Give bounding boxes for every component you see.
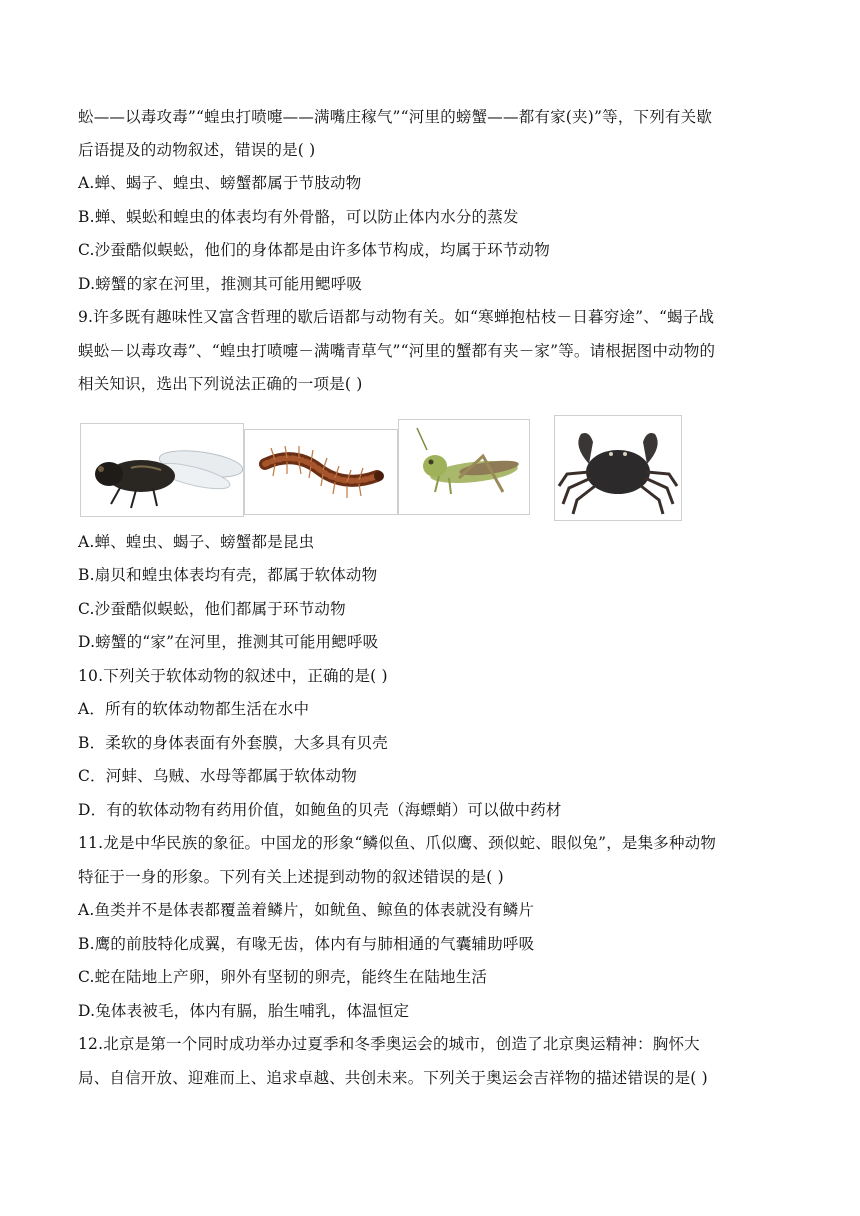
q9-option-b: B.扇贝和蝗虫体表均有壳，都属于软体动物 (78, 566, 378, 584)
q12-stem-line-2: 局、自信开放、迎难而上、追求卓越、共创未来。下列关于奥运会吉祥物的描述错误的是( ) (78, 1069, 708, 1087)
q8-option-c: C.沙蚕酷似蜈蚣，他们的身体都是由许多体节构成，均属于环节动物 (78, 241, 550, 259)
cicada-image (80, 423, 244, 517)
q8-stem-line-1: 蚣——以毒攻毒”“蝗虫打喷嚏——满嘴庄稼气”“河里的螃蟹——都有家(夹)”等，下列有关歇 (78, 108, 713, 126)
q12-stem-line-1: 12.北京是第一个同时成功举办过夏季和冬季奥运会的城市，创造了北京奥运精神：胸怀大 (78, 1035, 700, 1053)
q9-stem-line-1: 9.许多既有趣味性又富含哲理的歇后语都与动物有关。如“寒蝉抱枯枝－日暮穷途”、“蝎子战 (78, 308, 715, 326)
q10-option-a: A．所有的软体动物都生活在水中 (78, 700, 310, 718)
q8-option-a: A.蝉、蝎子、蝗虫、螃蟹都属于节肢动物 (78, 174, 362, 192)
centipede-image (244, 429, 398, 515)
q11-option-b: B.鹰的前肢特化成翼，有喙无齿，体内有与肺相通的气囊辅助呼吸 (78, 935, 535, 953)
q11-stem-line-1: 11.龙是中华民族的象征。中国龙的形象“鳞似鱼、爪似鹰、颈似蛇、眼似兔”，是集多种动物 (78, 834, 717, 852)
animal-figure-row (80, 415, 680, 519)
q11-option-a: A.鱼类并不是体表都覆盖着鳞片，如鱿鱼、鲸鱼的体表就没有鳞片 (78, 901, 535, 919)
q8-stem-line-2: 后语提及的动物叙述，错误的是( ) (78, 141, 316, 159)
q10-option-b: B．柔软的身体表面有外套膜，大多具有贝壳 (78, 734, 388, 752)
q11-stem-line-2: 特征于一身的形象。下列有关上述提到动物的叙述错误的是( ) (78, 868, 504, 886)
q10-option-c: C．河蚌、乌贼、水母等都属于软体动物 (78, 767, 357, 785)
q9-option-a: A.蝉、蝗虫、蝎子、螃蟹都是昆虫 (78, 533, 315, 551)
grasshopper-image (398, 419, 530, 515)
q10-option-d: D．有的软体动物有药用价值，如鲍鱼的贝壳（海螵蛸）可以做中药材 (78, 801, 562, 819)
q8-option-d: D.螃蟹的家在河里，推测其可能用鳃呼吸 (78, 275, 363, 293)
q11-option-d: D.兔体表被毛，体内有膈，胎生哺乳，体温恒定 (78, 1002, 410, 1020)
q9-stem-line-3: 相关知识，选出下列说法正确的一项是( ) (78, 375, 363, 393)
q11-option-c: C.蛇在陆地上产卵，卵外有坚韧的卵壳，能终生在陆地生活 (78, 968, 488, 986)
crab-image (554, 415, 682, 521)
q10-stem: 10.下列关于软体动物的叙述中，正确的是( ) (78, 667, 388, 685)
q8-option-b: B.蝉、蜈蚣和蝗虫的体表均有外骨骼，可以防止体内水分的蒸发 (78, 208, 519, 226)
q9-option-c: C.沙蚕酷似蜈蚣，他们都属于环节动物 (78, 600, 346, 618)
q9-option-d: D.螃蟹的“家”在河里，推测其可能用鳃呼吸 (78, 633, 379, 651)
q9-stem-line-2: 蜈蚣－以毒攻毒”、“蝗虫打喷嚏－满嘴青草气”“河里的蟹都有夹－家”等。请根据图中动物的 (78, 342, 716, 360)
